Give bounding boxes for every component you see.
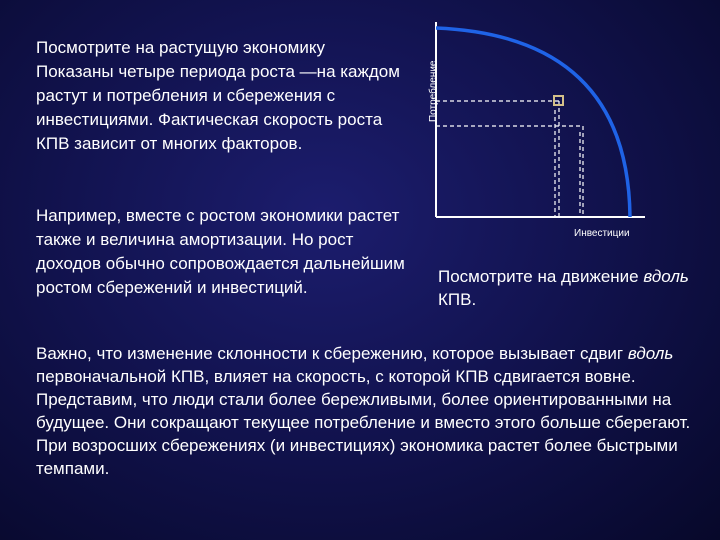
- depreciation-paragraph: Например, вместе с ростом экономики растет также и величина амортизации. Но рост доходов обычно сопровождается дальнейшим ростом сбережений и инвестиций.: [36, 206, 405, 297]
- explanation-p1-emphasis: вдоль: [627, 344, 674, 363]
- explanation-paragraph-1: [36, 342, 706, 388]
- x-axis-label: Инвестиции: [574, 228, 630, 239]
- movement-note-emphasis: вдоль: [643, 267, 689, 286]
- intro-body: Показаны четыре периода роста —на каждом растут и потребления и сбережения с инвестициями. Фактическая скорость роста КПВ зависит от многих факторов.: [36, 62, 400, 153]
- explanation-paragraph-2: Представим, что люди стали более бережливыми, более ориентированными на будущее. Они сокращают текущее потребление и вместо этого больше сберегают.: [36, 390, 691, 432]
- movement-note: [438, 265, 708, 311]
- y-axis-label: Потребление: [428, 60, 439, 122]
- savings-explanation: [36, 342, 706, 480]
- movement-note-prefix: Посмотрите на движение: [438, 267, 644, 286]
- intro-heading: Посмотрите на растущую экономику: [36, 38, 325, 57]
- explanation-p1-suffix: первоначальной КПВ, влияет на скорость, с которой КПВ сдвигается вовне.: [36, 367, 636, 386]
- ppf-curve: [436, 28, 630, 217]
- movement-note-suffix: КПВ.: [438, 290, 477, 309]
- dashed-guides: [436, 101, 583, 217]
- explanation-paragraph-3: При возросших сбережениях (и инвестициях) экономика растет более быстрыми темпами.: [36, 436, 678, 478]
- explanation-p1-prefix: Важно, что изменение склонности к сбережению, которое вызывает сдвиг: [36, 344, 628, 363]
